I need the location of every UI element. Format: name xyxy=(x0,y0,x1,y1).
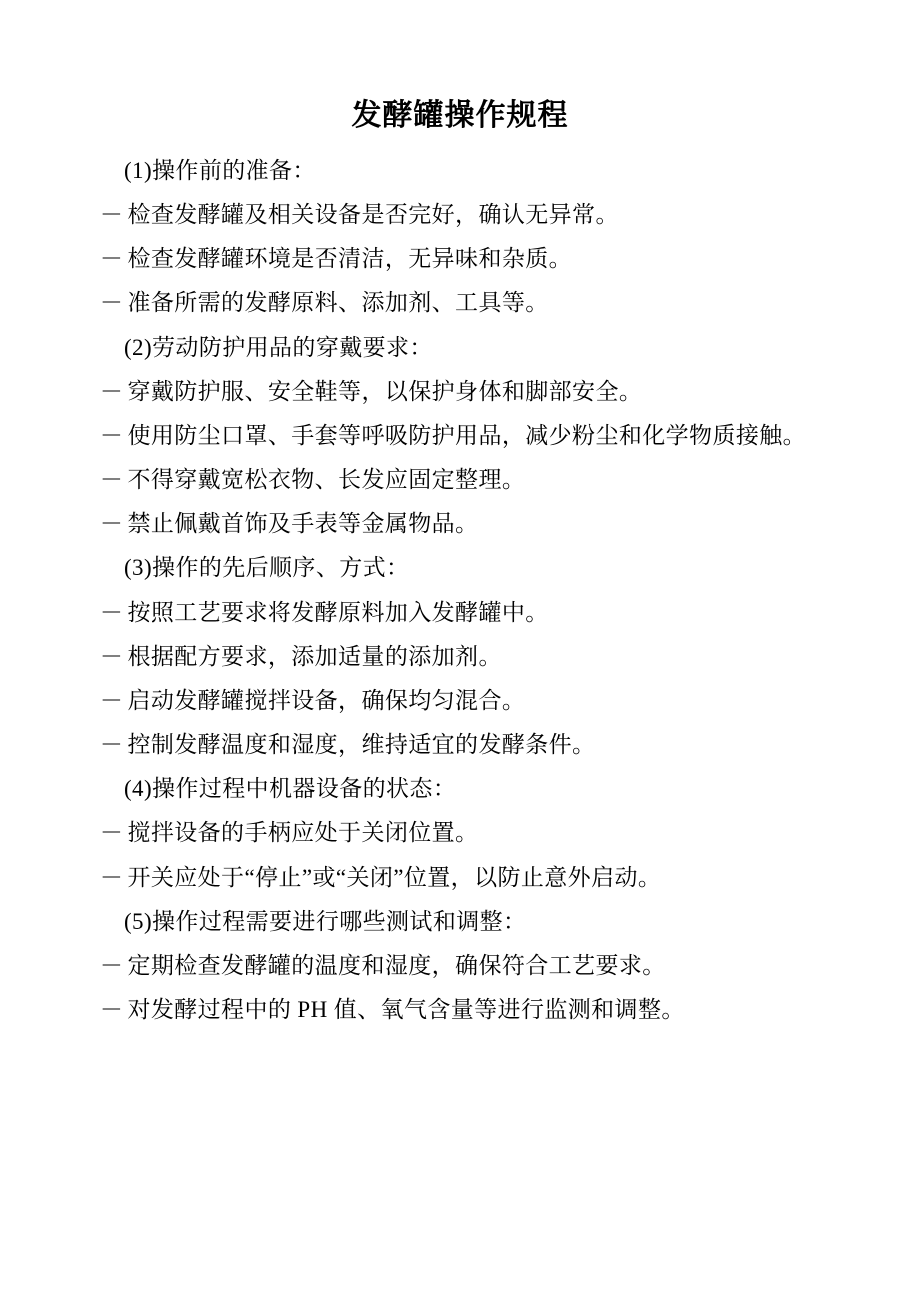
bullet-marker: － xyxy=(99,643,128,669)
list-item-text: 检查发酵罐及相关设备是否完好，确认无异常。 xyxy=(127,202,619,228)
bullet-marker: － xyxy=(99,290,128,316)
list-item-text: 检查发酵罐环境是否清洁，无异味和杂质。 xyxy=(127,246,573,272)
list-item xyxy=(78,281,842,325)
bullet-marker: － xyxy=(99,820,128,846)
list-item-text: 不得穿戴宽松衣物、长发应固定整理。 xyxy=(127,467,526,493)
list-item xyxy=(78,988,842,1032)
list-item xyxy=(78,414,842,458)
list-item xyxy=(78,591,842,635)
bullet-marker: － xyxy=(99,378,128,404)
bullet-marker: － xyxy=(99,864,128,890)
section-heading: (4)操作过程中机器设备的状态： xyxy=(124,776,457,802)
list-item xyxy=(78,193,842,237)
bullet-marker: － xyxy=(99,687,128,713)
list-item-text: 准备所需的发酵原料、添加剂、工具等。 xyxy=(127,290,549,316)
bullet-marker: － xyxy=(99,732,128,758)
list-item xyxy=(78,237,842,281)
list-item-text: 对发酵过程中的 PH 值、氧气含量等进行监测和调整。 xyxy=(127,996,685,1022)
list-item xyxy=(78,502,842,546)
list-item-text: 控制发酵温度和湿度，维持适宜的发酵条件。 xyxy=(127,732,596,758)
list-item xyxy=(78,679,842,723)
list-item xyxy=(78,811,842,855)
section-heading: (2)劳动防护用品的穿戴要求： xyxy=(124,334,433,360)
bullet-marker: － xyxy=(99,952,128,978)
bullet-marker: － xyxy=(99,467,128,493)
bullet-marker: － xyxy=(99,422,128,448)
bullet-marker: － xyxy=(99,996,128,1022)
list-item-text: 穿戴防护服、安全鞋等，以保护身体和脚部安全。 xyxy=(127,378,643,404)
list-item xyxy=(78,458,842,502)
list-item-text: 开关应处于“停止”或“关闭”位置，以防止意外启动。 xyxy=(127,864,662,890)
list-item xyxy=(78,856,842,900)
bullet-marker: － xyxy=(99,202,128,228)
list-item-text: 使用防尘口罩、手套等呼吸防护用品，减少粉尘和化学物质接触。 xyxy=(127,422,807,448)
section-heading: (5)操作过程需要进行哪些测试和调整： xyxy=(124,908,527,934)
bullet-marker: － xyxy=(99,599,128,625)
list-item-text: 搅拌设备的手柄应处于关闭位置。 xyxy=(127,820,479,846)
list-item xyxy=(78,944,842,988)
section-heading: (3)操作的先后顺序、方式： xyxy=(124,555,410,581)
list-item-text: 启动发酵罐搅拌设备，确保均匀混合。 xyxy=(127,687,526,713)
list-item-text: 根据配方要求，添加适量的添加剂。 xyxy=(127,643,502,669)
list-item-text: 定期检查发酵罐的温度和湿度，确保符合工艺要求。 xyxy=(127,952,666,978)
list-item-text: 禁止佩戴首饰及手表等金属物品。 xyxy=(127,511,479,537)
page-title: 发酵罐操作规程 xyxy=(351,98,569,133)
list-item xyxy=(78,635,842,679)
bullet-marker: － xyxy=(99,511,128,537)
bullet-marker: － xyxy=(99,246,128,272)
list-item-text: 按照工艺要求将发酵原料加入发酵罐中。 xyxy=(127,599,549,625)
document-body xyxy=(78,149,842,1032)
list-item xyxy=(78,723,842,767)
list-item xyxy=(78,370,842,414)
section-heading: (1)操作前的准备： xyxy=(124,158,316,183)
